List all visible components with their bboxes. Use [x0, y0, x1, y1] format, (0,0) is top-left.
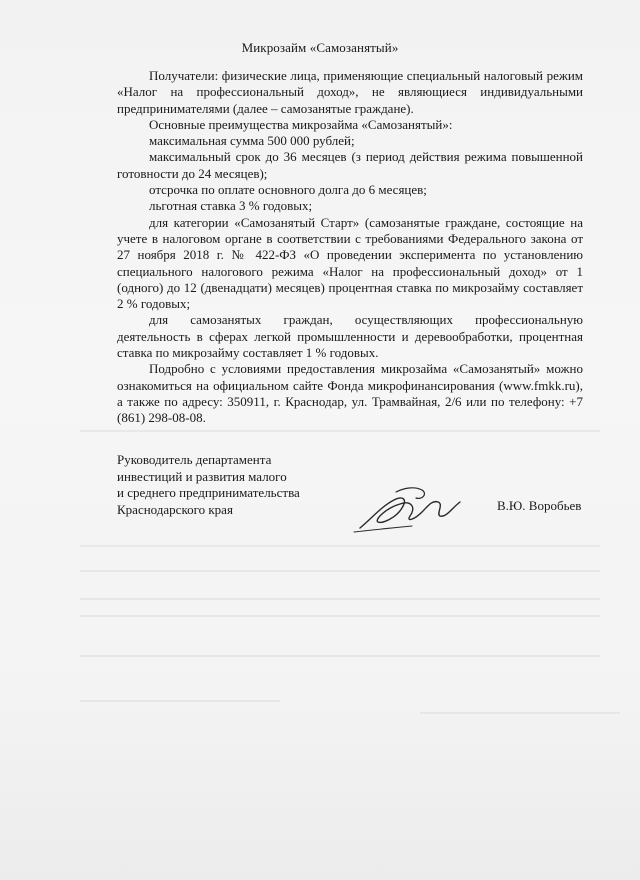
bleed-through-line: [420, 712, 620, 714]
bleed-through-line: [80, 430, 600, 432]
signatory-position-line: Руководитель департамента: [117, 452, 272, 467]
bleed-through-line: [80, 545, 600, 547]
paragraph-light-industry: для самозанятых граждан, осуществляющих профессиональную деятельность в сферах легкой промышленности и деревообработки, процентная ставка по микрозайму составляет 1 % годовых.: [117, 312, 583, 361]
signatory-position-line: Краснодарского края: [117, 501, 233, 517]
signatory-name: В.Ю. Воробьев: [497, 498, 582, 513]
bleed-through-line: [80, 655, 600, 657]
paragraph-details-contact: Подробно с условиями предоставления микрозайма «Самозанятый» можно ознакомиться на официальном сайте Фонда микрофинансирования (www.fmkk.ru), а также по адресу: 350911, г. Краснодар, ул. Трамвайная, 2/6 или по телефону: +7 (861) 298-08-08.: [117, 361, 583, 426]
paragraph-deferral: отсрочка по оплате основного долга до 6 месяцев;: [149, 182, 427, 198]
bleed-through-line: [80, 700, 280, 702]
signatory-position: [117, 452, 300, 518]
bleed-through-line: [80, 615, 600, 617]
paragraph-recipients: Получатели: физические лица, применяющие специальный налоговый режим «Налог на профессиональный доход», не являющиеся индивидуальными предпринимателями (далее – самозанятые граждане).: [117, 68, 583, 116]
paragraph-start-category: для категории «Самозанятый Старт» (самозанятые граждане, состоящие на учете в налоговом органе в соответствии с требованиями Федерального закона от 27 ноября 2018 г. № 422-ФЗ «О проведении эксперимента по установлению специального налогового режима «Налог на профессиональный доход» от 1 (одного) до 12 (двенадцати) месяцев) процентная ставка по микрозайму составляет 2 % годовых;: [117, 214, 583, 312]
signatory-position-line: инвестиций и развития малого: [117, 468, 287, 484]
paragraph-max-term: максимальный срок до 36 месяцев (з период действия режима повышенной готовности до 24 месяцев);: [117, 149, 583, 181]
paragraph-max-amount: максимальная сумма 500 000 рублей;: [149, 133, 355, 149]
paragraph-advantages-heading: Основные преимущества микрозайма «Самозанятый»:: [149, 116, 453, 132]
bleed-through-line: [80, 570, 600, 572]
document-body: [117, 68, 583, 427]
signatory-position-line: и среднего предпринимательства: [117, 485, 300, 500]
document-title: Микрозайм «Самозанятый»: [241, 40, 399, 55]
handwritten-signature: [352, 478, 472, 538]
paragraph-rate: льготная ставка 3 % годовых;: [149, 198, 313, 214]
bleed-through-line: [80, 598, 600, 600]
